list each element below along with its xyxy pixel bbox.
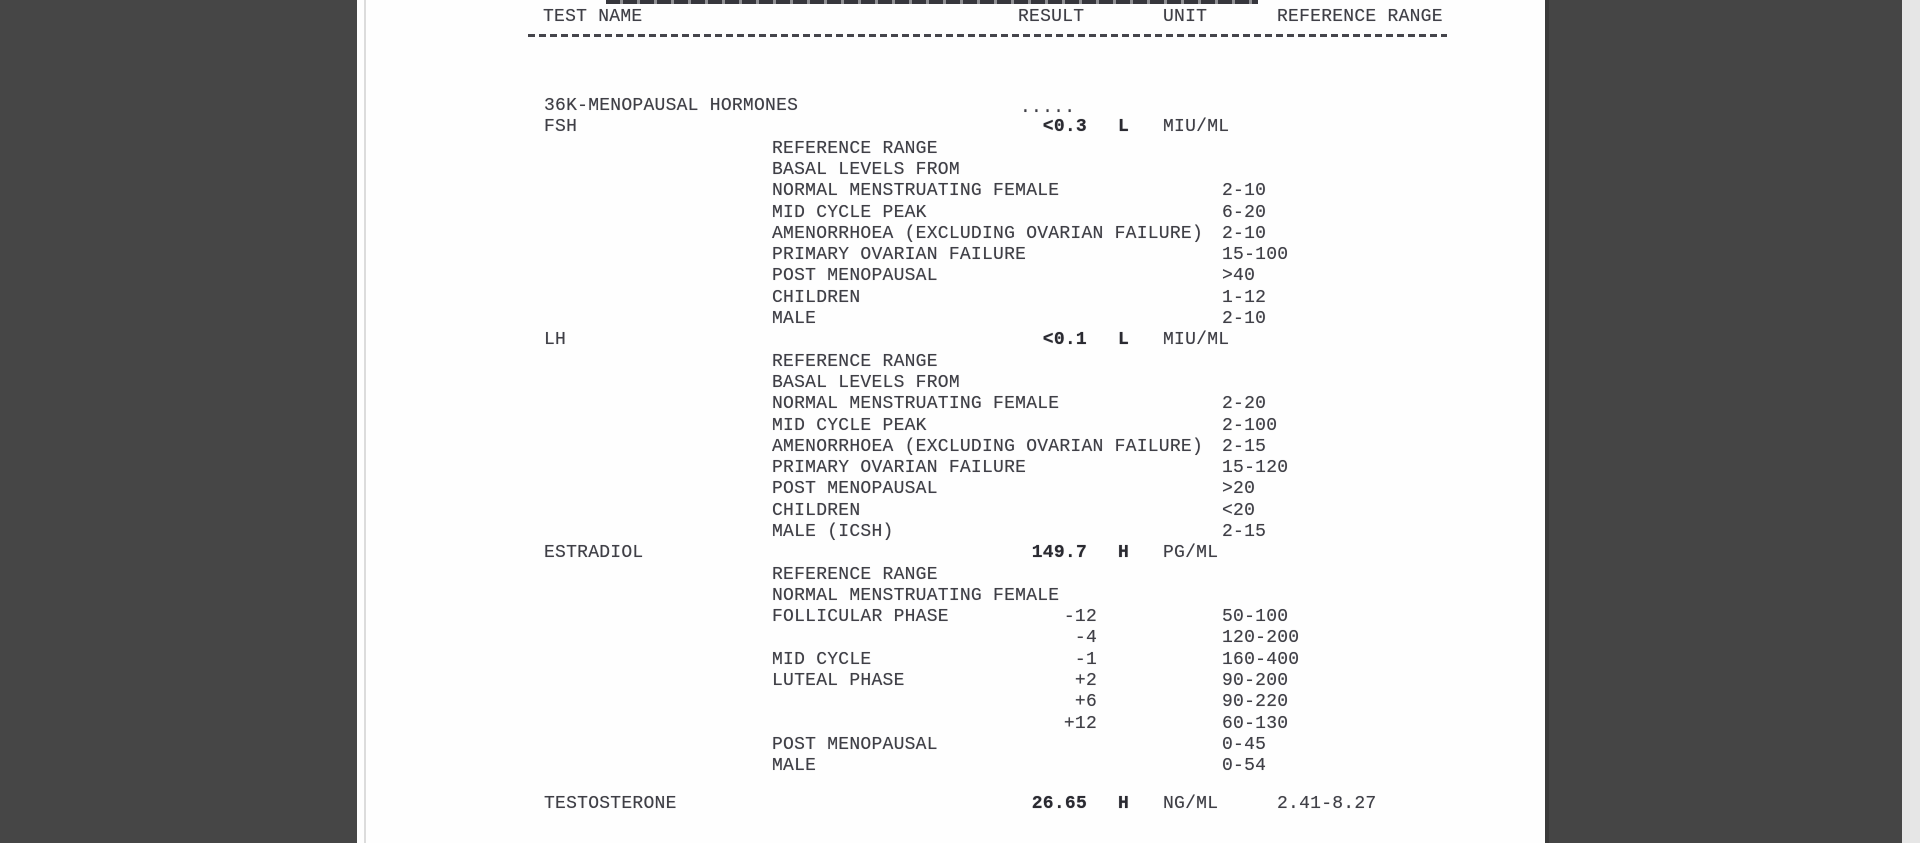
reference-range-value: 2-100: [1222, 416, 1278, 436]
reference-label: CHILDREN: [772, 288, 861, 308]
unit-label: PG/ML: [1163, 543, 1219, 563]
reference-label: BASAL LEVELS FROM: [772, 373, 960, 393]
reference-range-value: 15-120: [1222, 458, 1289, 478]
scanner-background-right-edge: [1902, 0, 1920, 843]
cycle-day-offset: +12: [1063, 714, 1097, 734]
unit-label: NG/ML: [1163, 794, 1219, 814]
reference-range-value: 90-220: [1222, 692, 1289, 712]
test-name: LH: [544, 330, 567, 350]
page-edge-shadow: [364, 0, 366, 843]
scanner-background-right: [1545, 0, 1902, 843]
reference-range-value: 1-12: [1222, 288, 1267, 308]
reference-range-value: >40: [1222, 266, 1256, 286]
test-name: ESTRADIOL: [544, 543, 644, 563]
reference-label: MALE: [772, 309, 817, 329]
reference-range-value: 2-10: [1222, 224, 1267, 244]
cycle-day-offset: -12: [1063, 607, 1097, 627]
reference-label: NORMAL MENSTRUATING FEMALE: [772, 394, 1060, 414]
cycle-day-offset: -4: [1074, 628, 1097, 648]
panel-result-dots: .....: [1020, 98, 1076, 118]
reference-range-value: 6-20: [1222, 203, 1267, 223]
reference-label: AMENORRHOEA (EXCLUDING OVARIAN FAILURE): [772, 224, 1204, 244]
reference-range-value: 120-200: [1222, 628, 1300, 648]
reference-range-value: 15-100: [1222, 245, 1289, 265]
test-result: <0.1: [1042, 330, 1087, 350]
test-name: TESTOSTERONE: [544, 794, 677, 814]
cycle-day-offset: +6: [1074, 692, 1097, 712]
reference-label: MALE: [772, 756, 817, 776]
test-reference-range: 2.41-8.27: [1277, 794, 1377, 814]
result-flag: L: [1118, 117, 1130, 137]
result-flag: H: [1118, 543, 1130, 563]
column-header-reference-range: REFERENCE RANGE: [1277, 7, 1443, 27]
reference-range-value: 0-45: [1222, 735, 1267, 755]
reference-label: POST MENOPAUSAL: [772, 479, 938, 499]
reference-label: REFERENCE RANGE: [772, 352, 938, 372]
reference-label: POST MENOPAUSAL: [772, 266, 938, 286]
reference-label: BASAL LEVELS FROM: [772, 160, 960, 180]
reference-range-value: 2-15: [1222, 437, 1267, 457]
reference-label: NORMAL MENSTRUATING FEMALE: [772, 181, 1060, 201]
unit-label: MIU/ML: [1163, 330, 1230, 350]
result-flag: L: [1118, 330, 1130, 350]
reference-label: FOLLICULAR PHASE: [772, 607, 949, 627]
reference-range-value: <20: [1222, 501, 1256, 521]
cycle-day-offset: +2: [1074, 671, 1097, 691]
header-separator-dashes: [528, 34, 1447, 37]
reference-label: REFERENCE RANGE: [772, 139, 938, 159]
reference-label: AMENORRHOEA (EXCLUDING OVARIAN FAILURE): [772, 437, 1204, 457]
report-page: [357, 0, 1545, 843]
reference-label: PRIMARY OVARIAN FAILURE: [772, 245, 1027, 265]
test-result: 149.7: [1031, 543, 1087, 563]
scanner-background-left: [0, 0, 357, 843]
reference-range-value: 160-400: [1222, 650, 1300, 670]
reference-range-value: 60-130: [1222, 714, 1289, 734]
reference-range-value: 2-20: [1222, 394, 1267, 414]
reference-label: MID CYCLE PEAK: [772, 203, 927, 223]
reference-range-value: 2-15: [1222, 522, 1267, 542]
reference-range-value: 2-10: [1222, 181, 1267, 201]
reference-label: MID CYCLE: [772, 650, 872, 670]
reference-label: CHILDREN: [772, 501, 861, 521]
test-result: <0.3: [1042, 117, 1087, 137]
reference-label: NORMAL MENSTRUATING FEMALE: [772, 586, 1060, 606]
reference-label: MID CYCLE PEAK: [772, 416, 927, 436]
unit-label: MIU/ML: [1163, 117, 1230, 137]
reference-label: POST MENOPAUSAL: [772, 735, 938, 755]
column-header-unit: UNIT: [1163, 7, 1208, 27]
reference-range-value: 90-200: [1222, 671, 1289, 691]
test-name: FSH: [544, 117, 578, 137]
result-flag: H: [1118, 794, 1130, 814]
reference-range-value: 0-54: [1222, 756, 1267, 776]
reference-range-value: 50-100: [1222, 607, 1289, 627]
reference-label: MALE (ICSH): [772, 522, 894, 542]
cycle-day-offset: -1: [1074, 650, 1097, 670]
reference-label: LUTEAL PHASE: [772, 671, 905, 691]
reference-range-value: >20: [1222, 479, 1256, 499]
panel-name: 36K-MENOPAUSAL HORMONES: [544, 96, 799, 116]
reference-range-value: 2-10: [1222, 309, 1267, 329]
column-header-test-name: TEST NAME: [543, 7, 643, 27]
reference-label: PRIMARY OVARIAN FAILURE: [772, 458, 1027, 478]
test-result: 26.65: [1031, 794, 1087, 814]
reference-label: REFERENCE RANGE: [772, 565, 938, 585]
column-header-result: RESULT: [1018, 7, 1085, 27]
top-rule-fragment: [606, 0, 1258, 4]
